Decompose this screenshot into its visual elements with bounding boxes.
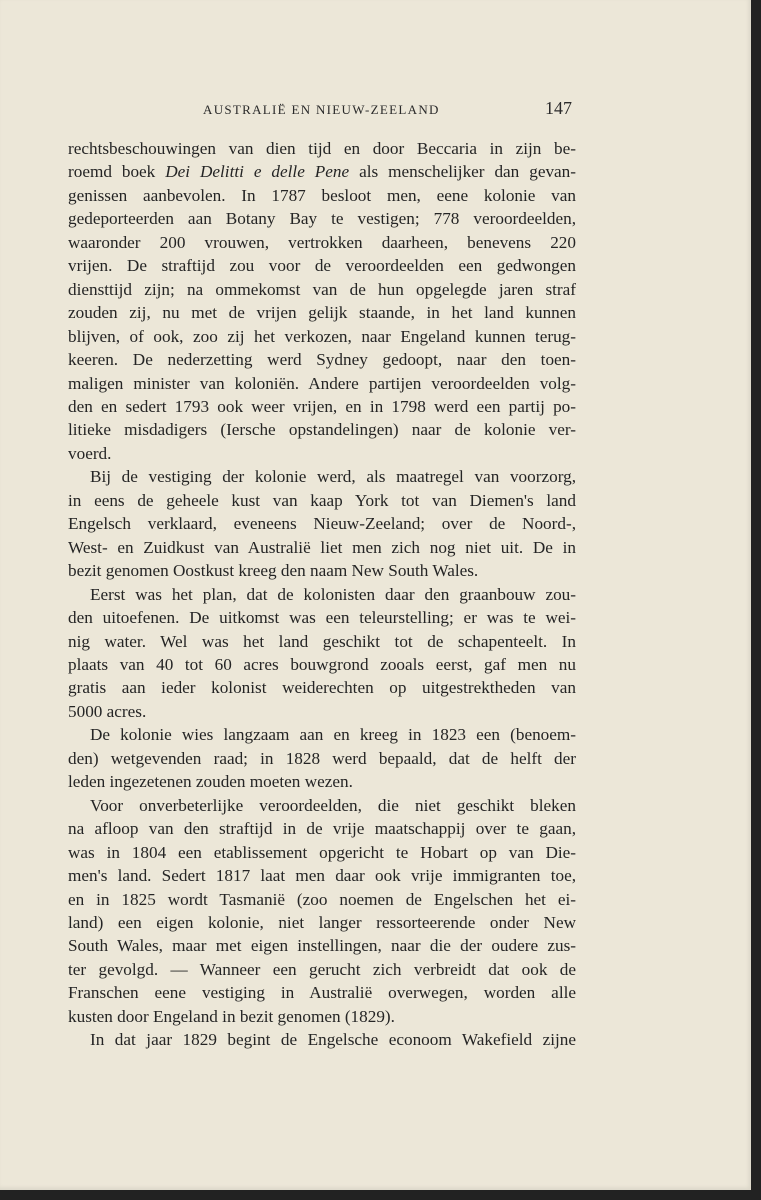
text-line: vrijen. De straftijd zou voor de veroordeelden een gedwongen bbox=[68, 256, 576, 276]
text-line: genissen aanbevolen. In 1787 besloot men, eene kolonie van bbox=[68, 185, 576, 205]
book-title: Dei Delitti e delle Pene bbox=[165, 162, 350, 182]
text-line: zouden zij, nu met de vrijen gelijk staande, in het land kunnen bbox=[68, 303, 576, 323]
text-line: land) een eigen kolonie, niet langer ressorteerende onder New bbox=[68, 912, 576, 932]
text-line: leden ingezetenen zouden moeten wezen. bbox=[68, 772, 353, 792]
scan-edge-bottom bbox=[0, 1190, 761, 1200]
scan-edge-right bbox=[751, 0, 761, 1200]
text-line: gratis aan ieder kolonist weiderechten op uitgestrektheden van bbox=[68, 678, 576, 698]
text-line: plaats van 40 tot 60 acres bouwgrond zooals eerst, gaf men nu bbox=[68, 654, 576, 674]
text-line: Eerst was het plan, dat de kolonisten daar den graanbouw zou- bbox=[90, 584, 576, 604]
paragraph-4 bbox=[68, 723, 576, 793]
body-text bbox=[68, 137, 576, 1052]
text-line: was in 1804 een etablissement opgericht te Hobart op van Die- bbox=[68, 842, 576, 862]
text-line: den uitoefenen. De uitkomst was een teleurstelling; er was te wei- bbox=[68, 608, 576, 628]
running-head: AUSTRALIË EN NIEUW-ZEELAND bbox=[203, 102, 440, 117]
paragraph-2 bbox=[68, 465, 576, 582]
text-line: nig water. Wel was het land geschikt tot de schapenteelt. In bbox=[68, 631, 576, 651]
text-line: South Wales, maar met eigen instellingen, naar die der oudere zus- bbox=[68, 936, 576, 956]
text-line: 5000 acres. bbox=[68, 701, 147, 721]
paragraph-5 bbox=[68, 794, 576, 1029]
text-line: na afloop van den straftijd in de vrije maatschappij over te gaan, bbox=[68, 819, 576, 839]
text-line: West- en Zuidkust van Australië liet men zich nog niet uit. De in bbox=[68, 537, 576, 557]
text-line-with-italic-title: roemd boek Dei Delitti e delle Pene als menschelijker dan gevan- bbox=[68, 162, 576, 182]
text-line: Franschen eene vestiging in Australië overwegen, worden alle bbox=[68, 983, 576, 1003]
text-line: Engelsch verklaard, eveneens Nieuw-Zeeland; over de Noord-, bbox=[68, 514, 576, 534]
text-line: Voor onverbeterlijke veroordeelden, die niet geschikt bleken bbox=[90, 795, 576, 815]
text-line: men's land. Sedert 1817 laat men daar ook vrije immigranten toe, bbox=[68, 866, 576, 886]
text-line: waaronder 200 vrouwen, vertrokken daarheen, benevens 220 bbox=[68, 232, 576, 252]
page-number: 147 bbox=[545, 98, 572, 118]
text-line: maligen minister van koloniën. Andere partijen veroordeelden volg- bbox=[68, 373, 576, 393]
text-line: ter gevolgd. — Wanneer een gerucht zich verbreidt dat ook de bbox=[68, 959, 576, 979]
text-line: in eens de geheele kust van kaap York tot van Diemen's land bbox=[68, 490, 576, 510]
page-header bbox=[68, 98, 576, 122]
text-line: blijven, of ook, zoo zij het verkozen, naar Engeland kunnen terug- bbox=[68, 326, 576, 346]
text-line: kusten door Engeland in bezit genomen (1829). bbox=[68, 1006, 395, 1026]
text-line: diensttijd zijn; na ommekomst van de hun opgelegde jaren straf bbox=[68, 279, 576, 299]
text-line: rechtsbeschouwingen van dien tijd en door Beccaria in zijn be- bbox=[68, 139, 576, 158]
text-line: De kolonie wies langzaam aan en kreeg in 1823 een (benoem- bbox=[90, 725, 576, 745]
text-line: keeren. De nederzetting werd Sydney gedoopt, naar den toen- bbox=[68, 350, 576, 370]
paragraph-1 bbox=[68, 137, 576, 465]
text-line: bezit genomen Oostkust kreeg den naam New South Wales. bbox=[68, 561, 479, 581]
paragraph-6 bbox=[68, 1028, 576, 1051]
text-line: den en sedert 1793 ook weer vrijen, en in 1798 werd een partij po- bbox=[68, 396, 576, 416]
text-line: In dat jaar 1829 begint de Engelsche econoom Wakefield zijne bbox=[90, 1030, 576, 1050]
text-line: en in 1825 wordt Tasmanië (zoo noemen de Engelschen het ei- bbox=[68, 889, 576, 909]
text-line: Bij de vestiging der kolonie werd, als maatregel van voorzorg, bbox=[90, 467, 576, 487]
text-line: litieke misdadigers (Iersche opstandelingen) naar de kolonie ver- bbox=[68, 420, 576, 440]
text-line: voerd. bbox=[68, 443, 112, 463]
paragraph-3 bbox=[68, 583, 576, 724]
text-line: den) wetgevenden raad; in 1828 werd bepaald, dat de helft der bbox=[68, 748, 576, 768]
text-line: gedeporteerden aan Botany Bay te vestigen; 778 veroordeelden, bbox=[68, 209, 576, 229]
